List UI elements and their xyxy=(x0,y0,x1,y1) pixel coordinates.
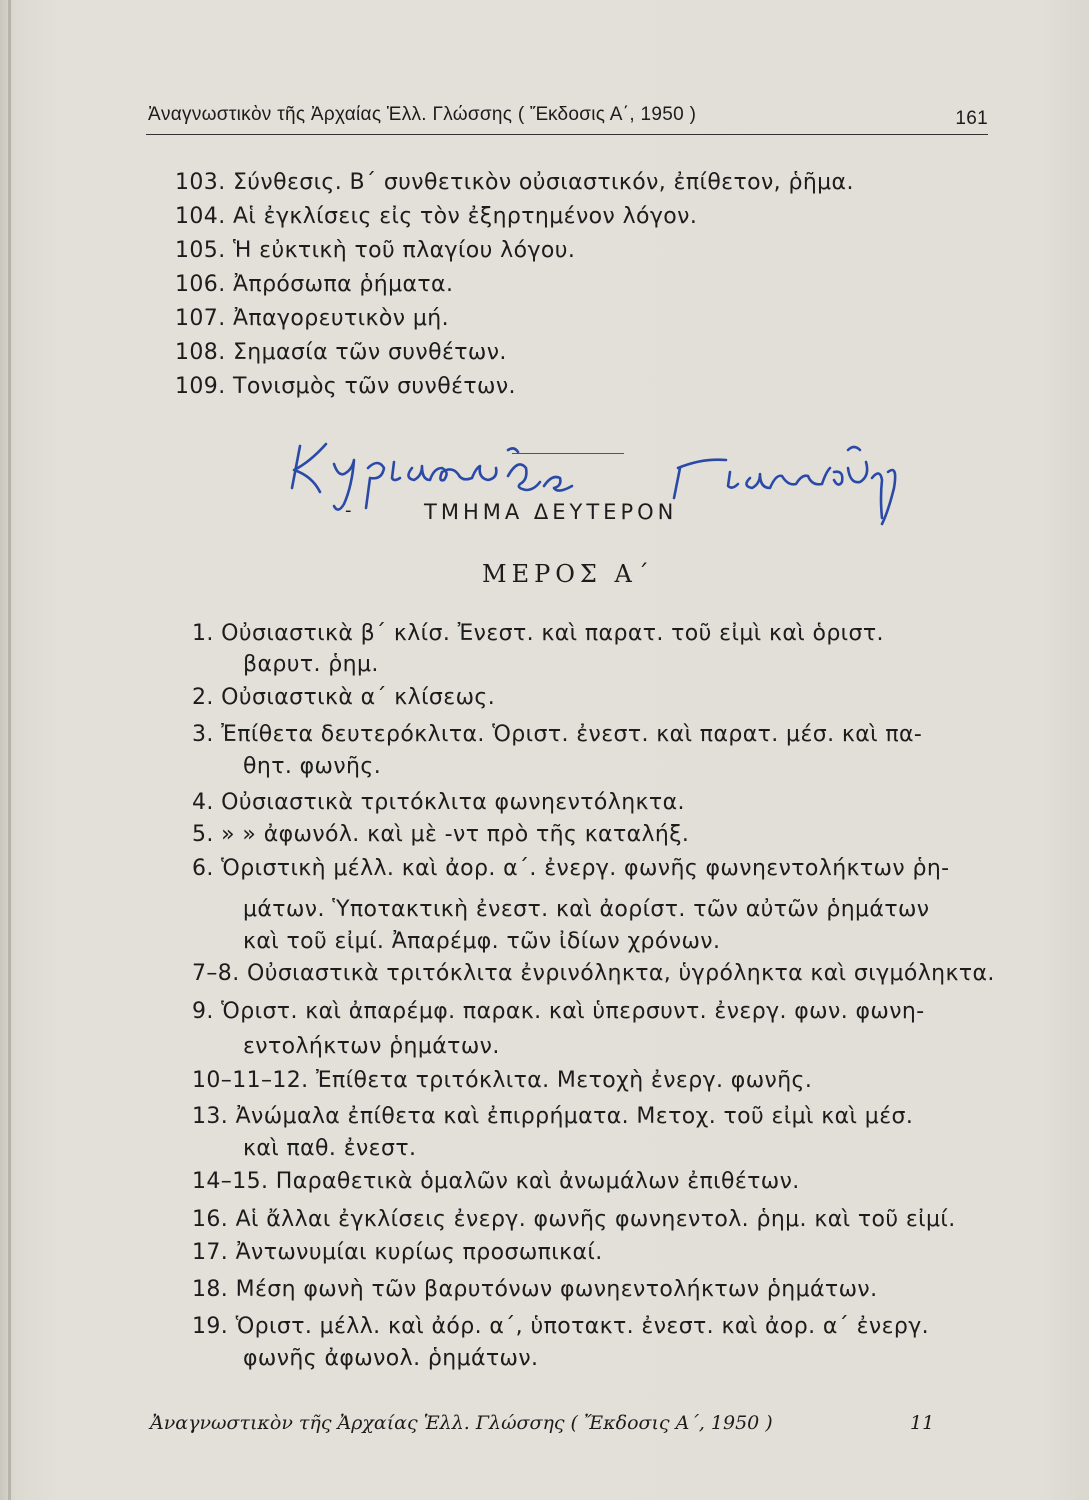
list-item: 2. Οὐσιαστικὰ α΄ κλίσεως. xyxy=(192,685,496,710)
book-spine-shadow xyxy=(8,0,11,1500)
list-item: 4. Οὐσιαστικὰ τριτόκλιτα φωνηεντόληκτα. xyxy=(192,790,685,815)
footer-page-number: 11 xyxy=(910,1412,935,1434)
list-item: 1. Οὐσιαστικὰ β΄ κλίσ. Ἐνεστ. καὶ παρατ. τοῦ εἰμὶ καὶ ὁριστ. xyxy=(192,621,884,646)
list-item-continuation: καὶ παθ. ἐνεστ. xyxy=(243,1136,417,1161)
list-item-continuation: μάτων. Ὑποτακτικὴ ἐνεστ. καὶ ἀορίστ. τῶν αὐτῶν ῥημάτων xyxy=(243,897,930,922)
section-dash: - xyxy=(345,500,352,521)
list-item: 3. Ἐπίθετα δευτερόκλιτα. Ὁριστ. ἐνεστ. καὶ παρατ. μέσ. καὶ πα- xyxy=(192,722,923,747)
list-item: 17. Ἀντωνυμίαι κυρίως προσωπικαί. xyxy=(192,1240,603,1265)
list-item: 104. Αἱ ἐγκλίσεις εἰς τὸν ἐξηρτημένον λόγον. xyxy=(175,204,698,229)
list-item: 9. Ὁριστ. καὶ ἀπαρέμφ. παρακ. καὶ ὑπερσυντ. ἐνεργ. φων. φωνη- xyxy=(192,999,925,1024)
list-item: 107. Ἀπαγορευτικὸν μή. xyxy=(175,306,449,331)
list-item-continuation: φωνῆς ἀφωνολ. ῥημάτων. xyxy=(243,1346,539,1371)
list-item: 6. Ὁριστικὴ μέλλ. καὶ ἀορ. α΄. ἐνεργ. φωνῆς φωνηεντολήκτων ῥη- xyxy=(192,856,950,881)
header-title: Ἀναγνωστικὸν τῆς Ἀρχαίας Ἑλλ. Γλώσσης ( Ἔκδοσις Α΄, 1950 ) xyxy=(148,104,697,125)
list-item: 7–8. Οὐσιαστικὰ τριτόκλιτα ἐνρινόληκτα, ὑγρόληκτα καὶ σιγμόληκτα. xyxy=(192,961,995,986)
list-item: 19. Ὁριστ. μέλλ. καὶ ἀόρ. α΄, ὑποτακτ. ἐνεστ. καὶ ἀορ. α΄ ἐνεργ. xyxy=(192,1314,930,1339)
list-item: 18. Μέση φωνὴ τῶν βαρυτόνων φωνηεντολήκτων ῥημάτων. xyxy=(192,1277,878,1302)
part-title: ΜΕΡΟΣ Α΄ xyxy=(482,560,654,588)
section-title: ΤΜΗΜΑ ΔΕΥΤΕΡΟΝ xyxy=(424,500,678,524)
list-item: 13. Ἀνώμαλα ἐπίθετα καὶ ἐπιρρήματα. Μετοχ. τοῦ εἰμὶ καὶ μέσ. xyxy=(192,1104,914,1129)
header-page-number: 161 xyxy=(955,108,988,129)
list-item-continuation: εντολήκτων ῥημάτων. xyxy=(243,1034,500,1059)
list-item: 108. Σημασία τῶν συνθέτων. xyxy=(175,340,507,365)
list-item: 105. Ἡ εὐκτικὴ τοῦ πλαγίου λόγου. xyxy=(175,238,576,263)
list-item: 106. Ἀπρόσωπα ῥήματα. xyxy=(175,272,454,297)
list-item: 109. Τονισμὸς τῶν συνθέτων. xyxy=(175,374,516,399)
header-rule xyxy=(146,134,988,135)
list-item: 14–15. Παραθετικὰ ὁμαλῶν καὶ ἀνωμάλων ἐπιθέτων. xyxy=(192,1169,800,1194)
list-item: 16. Αἱ ἄλλαι ἐγκλίσεις ἐνεργ. φωνῆς φωνηεντολ. ῥημ. καὶ τοῦ εἰμί. xyxy=(192,1207,956,1232)
list-item-continuation: καὶ τοῦ εἰμί. Ἀπαρέμφ. τῶν ἰδίων χρόνων. xyxy=(243,929,721,954)
footer-title: Ἀναγνωστικὸν τῆς Ἀρχαίας Ἑλλ. Γλώσσης ( Ἔκδοσις Α΄, 1950 ) xyxy=(150,1412,773,1434)
list-item: 103. Σύνθεσις. Β΄ συνθετικὸν οὐσιαστικόν, ἐπίθετον, ῥῆμα. xyxy=(175,170,854,195)
running-header xyxy=(148,98,988,134)
list-item-continuation: θητ. φωνῆς. xyxy=(243,754,382,779)
list-item: 5. » » ἀφωνόλ. καὶ μὲ -ντ πρὸ τῆς καταλήξ. xyxy=(192,822,690,847)
list-item-continuation: βαρυτ. ῥημ. xyxy=(243,652,379,677)
list-item: 10–11–12. Ἐπίθετα τριτόκλιτα. Μετοχὴ ἐνεργ. φωνῆς. xyxy=(192,1068,813,1093)
